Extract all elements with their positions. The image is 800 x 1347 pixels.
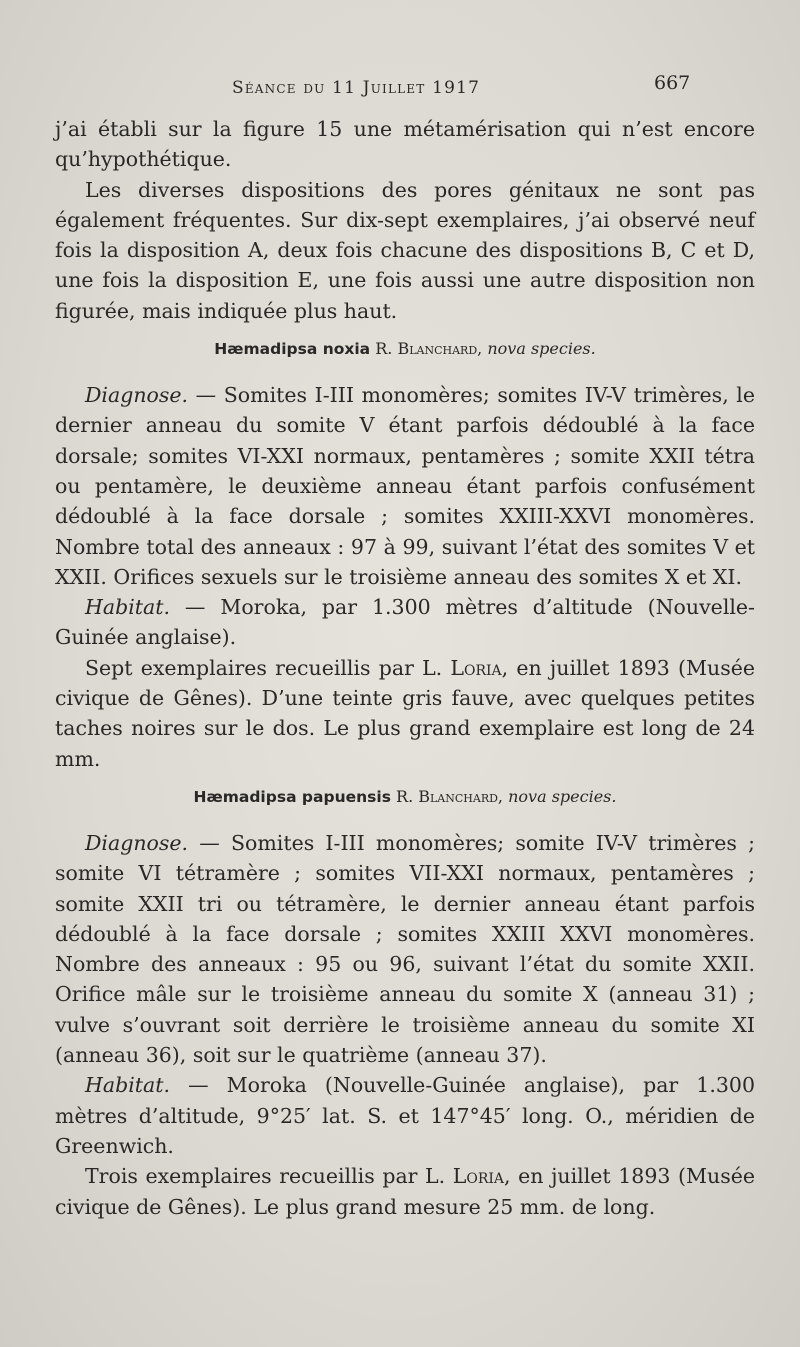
running-title: Séance du 11 Juillet 1917 [232, 78, 481, 98]
habitat-paragraph [55, 592, 755, 653]
species-name: Hæmadipsa papuensis [193, 787, 391, 806]
diagnose-text: — Somites I-III monomères; somites IV-V trimères, le dernier anneau du somite V étant parfois dédoublé à la face dorsale; somites VI-XXI normaux, pentamères ; somite XXII tétra ou pentamère, le deuxième anneau étant parfois confusément dédoublé à la face dorsale ; somites XXIII-XXVI monomères. Nombre total des anneaux : 97 à 99, suivant l’état des somites V et XXII. Orifices sexuels sur le troisième anneau des somites X et XI. [55, 383, 755, 589]
page-body [55, 114, 755, 1222]
paragraph-continuation: j’ai établi sur la figure 15 une métamérisation qui n’est encore qu’hypothétique. [55, 117, 755, 172]
habitat-paragraph [55, 1070, 755, 1161]
diagnose-paragraph [55, 380, 755, 592]
species-author: R. Blanchard, [396, 786, 504, 806]
specimens-paragraph [55, 1161, 755, 1222]
collector-name: Loria [450, 655, 502, 680]
specimens-text-start: Sept exemplaires recueillis par L. [85, 655, 451, 680]
page-header [0, 72, 800, 102]
habitat-label: Habitat. [85, 1073, 170, 1098]
page-number: 667 [654, 72, 691, 94]
diagnose-label: Diagnose. [85, 383, 189, 408]
specimens-text-end: , en juillet 1893 (Musée civique de Gênes). D’une teinte gris fauve, avec quelques petites taches noires sur le dos. Le plus grand exemplaire est long de 24 mm. [55, 655, 755, 771]
species-name: Hæmadipsa noxia [214, 340, 371, 359]
habitat-text: — Moroka (Nouvelle-Guinée anglaise), par 1.300 mètres d’altitude, 9°25′ lat. S. et 147°45′ long. O., méridien de Greenwich. [55, 1073, 755, 1158]
habitat-text: — Moroka, par 1.300 mètres d’altitude (Nouvelle-Guinée anglaise). [55, 595, 755, 650]
diagnose-paragraph [55, 828, 755, 1070]
species-heading-noxia [55, 338, 755, 360]
specimens-text-start: Trois exemplaires recueillis par L. [85, 1164, 453, 1189]
diagnose-label: Diagnose. [85, 830, 189, 855]
habitat-label: Habitat. [85, 595, 170, 620]
species-heading-papuensis [55, 786, 755, 808]
species-author: R. Blanchard, [375, 339, 483, 359]
diagnose-text: — Somites I-III monomères; somite IV-V trimères ; somite VI tétramère ; somites VII-XXI normaux, pentamères ; somite XXII tri ou tétramère, le dernier anneau étant parfois dédoublé à la face dorsale ; somites XXIII XXVI monomères. Nombre des anneaux : 95 ou 96, suivant l’état du somite XXII. Orifice mâle sur le troisième anneau du somite X (anneau 31) ; vulve s’ouvrant soit derrière le troisième anneau du somite XI (anneau 36), soit sur le quatrième (anneau 37). [55, 830, 755, 1068]
species-note: nova species. [508, 786, 617, 806]
paragraph-genital-pores: Les diverses dispositions des pores génitaux ne sont pas également fréquentes. Sur dix-sept exemplaires, j’ai observé neuf fois la disposition A, deux fois chacune des dispositions B, C et D, une fois la disposition E, une fois aussi une autre disposition non figurée, mais indiquée plus haut. [55, 177, 755, 323]
specimens-paragraph [55, 653, 755, 774]
species-note: nova species. [487, 339, 596, 359]
collector-name: Loria [452, 1164, 505, 1189]
specimens-text-end: , en juillet 1893 (Musée civique de Gênes). Le plus grand mesure 25 mm. de long. [55, 1164, 755, 1219]
